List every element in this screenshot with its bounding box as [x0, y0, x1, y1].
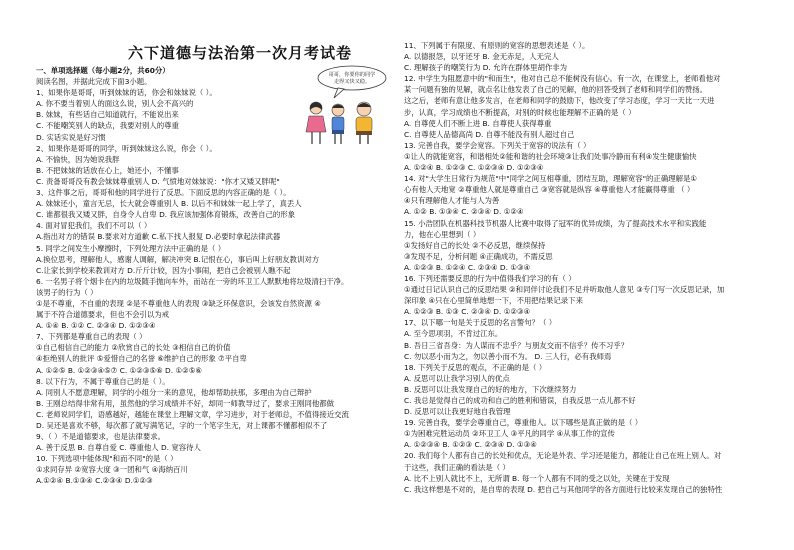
question-line: A. 不愉快，因为她说我胖: [36, 154, 120, 164]
question-line: A. ①② B. ①③④ C. ②③④ D. ①②④: [404, 207, 524, 217]
question-line: 力，他在心里想到（ ）: [404, 229, 481, 239]
question-line: A. ①②④ B. ①②③ C. ①②③④ D. ①②③④: [404, 163, 544, 173]
question-line: 某一问题有独的见解，就点名让他发表了自己的见解，他的回答受到了老师和同学们的赞扬。: [404, 85, 708, 95]
question-line: 6. 一名男子将个烟卡在内的垃圾随手抛向车外，而站在一旁的环卫工人默默地将垃圾清扫干净。: [36, 276, 349, 286]
question-line: 14. 对"大学生日常行为规范"中"同学之间互相尊重，团结互助，理解宽容"的正确理解是①: [404, 174, 698, 184]
question-line: ③发现不足，分析问题 ④正确成功，不需反思: [404, 251, 553, 261]
question-line: 15. 小浩团队在机器科技节机器人比赛中取得了冠军的优异成绩，为了提高技术水平和实践能: [404, 218, 707, 228]
question-line: ④只有理解他人才能与人为善: [404, 196, 500, 206]
question-line: A. 比不上别人就比不上，无所谓 B. 每一个人都有不同的受之以处，关键在于发现: [404, 473, 670, 483]
question-line: A. ①②⑤ B. ①②③④⑤⑦ C. ①②③⑤⑥ D. ①②⑤⑥: [36, 365, 202, 375]
question-line: A. ①②③④ B. ①②③ C. ②③④ D. ①③④: [404, 440, 537, 450]
question-line: C. 勿以恶小而为之，勿以善小而不为。 D. 三人行，必有我师焉: [404, 351, 612, 361]
question-line: C.让家长到学校来教训对方 D.斤斤计较，因为小事闹，把自己会被别人瞧不起: [36, 265, 291, 275]
question-line: 18. 下列关于反思的观点，不正确的是（ ）: [404, 362, 547, 372]
question-line: C. 自尊使人品德高尚 D. 自尊不能没有别人超过自己: [404, 129, 575, 139]
question-line: D. 吴还是喜欢不够，每次都了就写满笔记，字的一个笔字生无，对上课都不懂都相似不了: [36, 421, 328, 430]
question-line: ①为困难完胜运动员 ②环卫工人 ③平凡的同学 ④从事工作的宣传: [404, 429, 615, 439]
question-line: 16. 下列还需要反思的行为中值得我们学习的有（ ）: [404, 273, 576, 283]
question-line: ①发扬好自己的长处 ②不必反思，继续保持: [404, 240, 546, 250]
question-line: A.换位思考，理解他人，感谢人调解，解决冲突 B.记恨在心，事后叫上好朋友教训对方: [36, 254, 320, 264]
question-line: A. 你不要当着别人的面这么说，别人会不高兴的: [36, 99, 194, 109]
question-line: 3、这件事之后，哥哥和他的同学进行了反思。下面反思的内容正确的是（ ）。: [36, 188, 291, 198]
question-line: 1、如果你是哥哥，听到妹妹的话，你会和妹妹说（ ）。: [36, 88, 217, 98]
question-line: A. 同别人不愿意理解，同学的小组分一来的意见，他却帮助扶那，多理由为自己辩护: [36, 387, 312, 397]
right-column: [404, 0, 788, 550]
question-line: A. 善于反思 B. 自尊自爱 C. 尊重他人 D. 宽容待人: [36, 443, 201, 453]
question-line: A.指出对方的错误 B.要求对方道歉 C.私下找人报复 D.必要时拿起法律武器: [36, 232, 281, 242]
question-line: ①是不尊重，不自重的表现 ②是不尊重他人的表现 ③缺乏环保意识，会该发自然资源 ④: [36, 298, 321, 308]
page-title: 六下道德与法治第一次月考试卷: [128, 44, 353, 62]
question-line: A.①②④ B.①③④ C.②③④ D.①②③: [36, 476, 153, 486]
question-line: 2、如果你是哥哥的同学，听到妹妹这么说，你会（ ）。: [36, 143, 217, 153]
question-line: 12. 中学生为阻愿意中的"和而生"，他对自己总不能树没有信心。有一次，在课堂上，老师看他对: [404, 74, 721, 84]
question-line: ①自己相信自己的能力 ②欣赏自己的长处 ③相信自己的价值: [36, 343, 231, 353]
question-line: A. ①②③ B. ①②④ C. ②③④ D. ①③④: [404, 262, 531, 272]
speech-line-1: 哥哥，你要你的同学: [328, 72, 376, 78]
question-line: C. 谁都很我又矮又胖，自身令人自卑 D. 我应该加强体育锻炼，改善自己的形象: [36, 210, 296, 220]
question-line: B. 妹妹，有些话自己知道就行，不能说出来: [36, 110, 179, 120]
question-line: C. 我这样想是不对的，是自卑的表现 D. 把自己与其他同学的各方面进行比较来发现自己的独特性: [404, 484, 723, 494]
question-line: 4. 面对冒犯我们，我们不可以（ ）: [36, 221, 152, 231]
question-line: ①求同存异 ②宽容大度 ③一团和气 ④海纳百川: [36, 465, 188, 475]
question-line: A. 自尊使人们不断上进 B. 自尊使人获得尊重: [404, 118, 552, 128]
right-questions: [404, 40, 788, 495]
question-line: 8. 以下行为，不属于尊重自己的是（ ）。: [36, 376, 170, 386]
question-line: 10. 下列选项中能体现"和而不同"的是（ ）: [36, 454, 178, 464]
question-line: B. 吾日三省吾身：为人谋而不忠乎？与朋友交而不信乎？传不习乎？: [404, 340, 629, 350]
question-line: 7、下列都是尊重自己的表现（ ）: [36, 332, 147, 342]
question-line: 11、下列属于有限度、有原则的宽容的思想表述是（ ）。: [404, 41, 590, 50]
question-line: 这之后，老师有意让他多发言，在老师和同学的鼓励下，他改变了学习态度，学习一天比一天进: [404, 96, 715, 106]
question-line: A. 妹妹还小，童言无忌，长大就会尊重别人 B. 以后不和妹妹一起上学了，真丢人: [36, 199, 302, 209]
question-line: ④拒绝别人的批评 ⑤爱惜自己的名誉 ⑥维护自己的形象 ⑦平自卑: [36, 354, 247, 364]
speech-line-2: 走得又快又稳。: [333, 79, 371, 85]
question-line: A. ①④ B. ①② C. ②③④ D. ①②③④: [36, 321, 156, 331]
question-line: 该男子的行为（ ）: [36, 287, 98, 297]
left-column: [36, 0, 388, 550]
question-line: D. 反思可以让我更好地自我管理: [404, 407, 511, 417]
question-line: 5. 同学之间发生小摩擦时，下列处理方法中正确的是（ ）: [36, 243, 226, 253]
question-line: C. 老师说同学们，语感越好，越能在课堂上理解文章，学习进步，对于老师总，不值得接近交流: [36, 409, 349, 419]
question-line: 心有他人天地宽 ②尊重他人就是尊重自己 ③宽容就是纵容 ④尊重他人才能赢得尊重 （ ）: [404, 185, 695, 195]
question-line: C. 我总是觉得自己的成功和自己的胜利和错误，自我反思一点儿都不好: [404, 396, 636, 405]
question-line: 属于不符合道德要求，但也不会引以为戒: [36, 310, 170, 320]
question-line: A. 反思可以让我学习别人的优点: [404, 373, 510, 383]
question-line: ①让人的就能宽容，和谐相处②能和谐的社会环境③让我们处事冷静而有利④发生健康愉快: [404, 151, 697, 161]
question-line: C. 理解孩子的嘲笑行为 D. 允许在群体里胡作非为: [404, 63, 568, 73]
question-line: C. 不能嘲笑别人的缺点，我要对别人的尊重: [36, 121, 179, 131]
question-line: B. 王刚总结得非常有用，虽然他的学习成绩并不好，却同一师教导过了，要求王刚同他都做: [36, 398, 335, 408]
question-line: 9、（ ）不是道德要求，也是法律要求。: [36, 432, 165, 442]
section-heading: 一、单项选择题（每小题2分，共60分）: [36, 66, 170, 75]
question-line: 17、以下哪一句是关于反思的名言警句？（ ）: [404, 318, 557, 328]
question-line: 步，认真，学习成绩也不断提高，对别的时候也能理解不正确的是（ ）: [404, 107, 636, 117]
question-line: A. ①②③ B. ①③ C. ②③④ D. ①②③④: [404, 307, 531, 317]
question-line: 19. 完善自我，要学会尊重自己，尊重他人。以下哪些是真正做的是（ ）: [404, 418, 643, 428]
question-line: D. 实话实说是好习惯: [36, 132, 106, 142]
question-line: ①通过日记认识自己的反思结果 ②和同伴讨论我们不足并听取他人意见 ③专门写一次反思记录，加: [404, 285, 725, 295]
question-line: C. 责备哥哥没有教会妹妹尊重别人 D. 气愤地对妹妹说："你才又矮又胖呢": [36, 176, 280, 186]
question-line: 13. 完善自我，要学会宽容。下列关于宽容的说法有（ ）: [404, 140, 591, 150]
question-line: B. 不把妹妹的话放在心上，她还小，不懂事: [36, 165, 179, 175]
question-line: B. 反思可以让我发现自己的好的地方，下次继续努力: [404, 384, 577, 394]
left-questions: [36, 65, 388, 487]
question-line: 深印象 ④只在心里简单地想一下，不用把结果记录下来: [404, 296, 583, 306]
question-line: 于这些，我们正确的看法是（ ）: [404, 462, 510, 472]
question-line: A. 以德报怨，以牙还牙 B. 金无赤足，人无完人: [404, 52, 559, 62]
question-line: A. 至今思项羽，不肯过江东。: [404, 329, 503, 339]
question-line: 阅读名图，并据此完成下面3小题。: [36, 77, 152, 87]
question-line: 20. 我们每个人都有自己的长处和优点，无论是外表、学习还是能力，都能让自己在班上别人。对: [404, 451, 722, 461]
